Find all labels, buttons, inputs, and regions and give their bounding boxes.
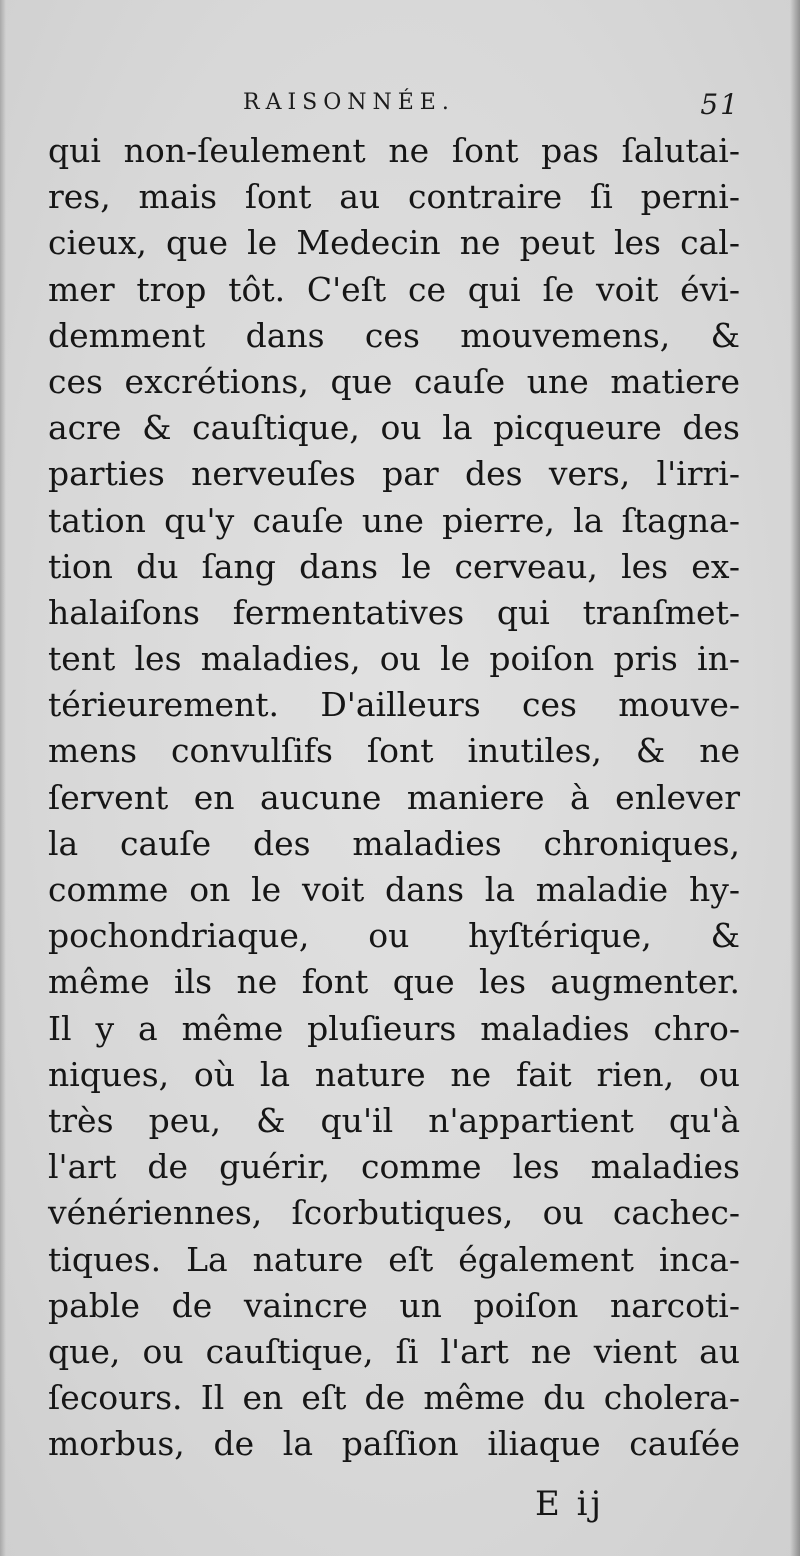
text-line: ſervent en aucune maniere à enlever bbox=[48, 777, 740, 817]
text-line: très peu, & qu'il n'appartient qu'à bbox=[48, 1100, 740, 1140]
text-line: térieurement. D'ailleurs ces mouve- bbox=[48, 685, 740, 725]
text-line: cieux, que le Medecin ne peut les cal- bbox=[48, 223, 740, 263]
text-line: mens convulſifs ſont inutiles, & ne bbox=[48, 731, 740, 771]
body-text bbox=[48, 128, 740, 1467]
text-line: ſecours. Il en eſt de même du cholera- bbox=[48, 1378, 740, 1418]
text-line: halaiſons fermentatives qui tranſmet- bbox=[48, 592, 740, 632]
text-line: même ils ne font que les augmenter. bbox=[48, 962, 740, 1002]
text-line: demment dans ces mouvemens, & bbox=[48, 315, 740, 355]
text-line: niques, où la nature ne fait rien, ou bbox=[48, 1054, 740, 1094]
text-line: ces excrétions, que cauſe une matiere bbox=[48, 361, 740, 401]
page-header bbox=[48, 88, 740, 128]
text-line: parties nerveuſes par des vers, l'irri- bbox=[48, 454, 740, 494]
text-line: tiques. La nature eſt également inca- bbox=[48, 1239, 740, 1279]
text-line: Il y a même pluſieurs maladies chro- bbox=[48, 1008, 740, 1048]
text-line: l'art de guérir, comme les maladies bbox=[48, 1147, 740, 1187]
text-line: vénériennes, ſcorbutiques, ou cachec- bbox=[48, 1193, 740, 1233]
page-left-edge bbox=[0, 0, 6, 1556]
text-line: pochondriaque, ou hyſtérique, & bbox=[48, 916, 740, 956]
text-line: tation qu'y cauſe une pierre, la ſtagna- bbox=[48, 500, 740, 540]
page-right-edge bbox=[790, 0, 800, 1556]
text-line: morbus, de la paſſion iliaque cauſée bbox=[48, 1424, 740, 1464]
text-line: res, mais ſont au contraire ſi perni- bbox=[48, 177, 740, 217]
running-head: RAISONNÉE. bbox=[243, 90, 455, 115]
text-line: que, ou cauſtique, ſi l'art ne vient au bbox=[48, 1331, 740, 1371]
text-line: qui non-ſeulement ne ſont pas ſalutai- bbox=[48, 131, 740, 170]
text-line: tion du ſang dans le cerveau, les ex- bbox=[48, 546, 740, 586]
page-number: 51 bbox=[700, 88, 740, 121]
text-line: mer trop tôt. C'eſt ce qui ſe voit évi- bbox=[48, 269, 740, 309]
text-line: acre & cauſtique, ou la picqueure des bbox=[48, 408, 740, 448]
text-line: pable de vaincre un poiſon narcoti- bbox=[48, 1285, 740, 1325]
text-line: la cauſe des maladies chroniques, bbox=[48, 823, 740, 863]
text-line: comme on le voit dans la maladie hy- bbox=[48, 870, 740, 909]
signature-mark: E ij bbox=[535, 1484, 605, 1524]
text-line: tent les maladies, ou le poiſon pris in- bbox=[48, 639, 740, 679]
